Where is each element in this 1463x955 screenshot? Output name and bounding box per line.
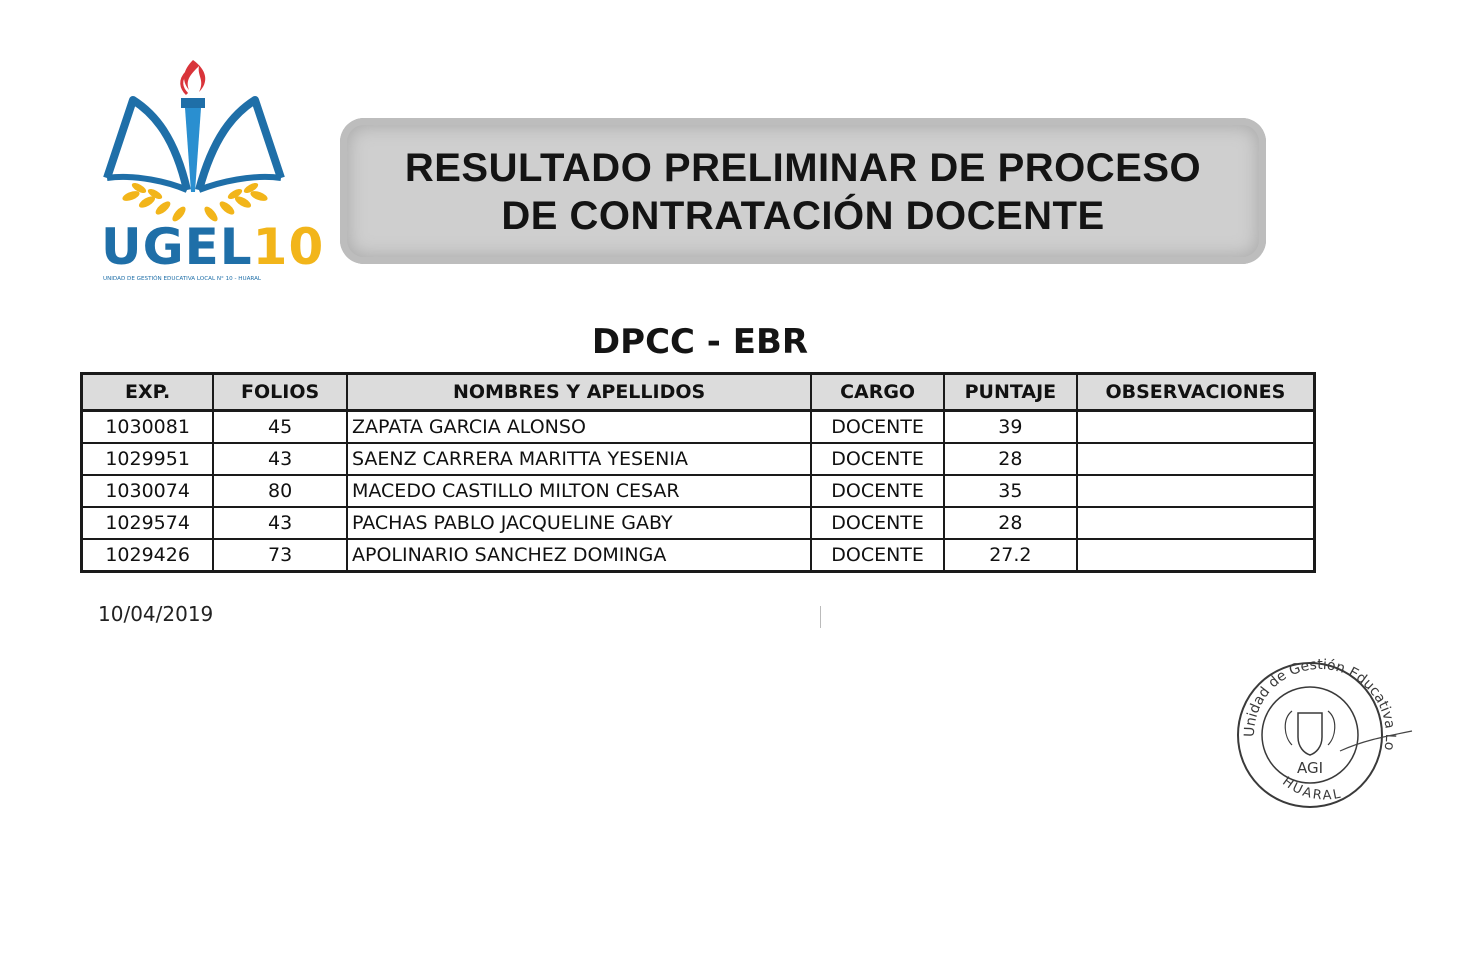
cell-cargo: DOCENTE xyxy=(811,411,944,444)
cell-cargo: DOCENTE xyxy=(811,475,944,507)
cell-puntaje: 28 xyxy=(944,507,1077,539)
scan-mark xyxy=(820,606,821,628)
cell-folios: 43 xyxy=(213,507,347,539)
cell-exp: 1030074 xyxy=(82,475,214,507)
cell-puntaje: 39 xyxy=(944,411,1077,444)
cell-folios: 45 xyxy=(213,411,347,444)
cell-observaciones xyxy=(1077,475,1315,507)
cell-cargo: DOCENTE xyxy=(811,443,944,475)
cell-puntaje: 35 xyxy=(944,475,1077,507)
logo-subtitle: UNIDAD DE GESTIÓN EDUCATIVA LOCAL N° 10 - HUARAL xyxy=(103,276,262,282)
table-row xyxy=(82,443,1315,475)
cell-folios: 43 xyxy=(213,443,347,475)
cell-exp: 1029426 xyxy=(82,539,214,572)
official-seal xyxy=(1232,655,1417,815)
torch-book-icon xyxy=(95,50,295,230)
cell-nombres: ZAPATA GARCIA ALONSO xyxy=(347,411,811,444)
cell-nombres: SAENZ CARRERA MARITTA YESENIA xyxy=(347,443,811,475)
page-title xyxy=(340,144,1266,240)
ugel-logo xyxy=(95,50,325,290)
header-observaciones: OBSERVACIONES xyxy=(1077,374,1315,411)
document-date: 10/04/2019 xyxy=(98,602,214,626)
cell-nombres: PACHAS PABLO JACQUELINE GABY xyxy=(347,507,811,539)
cell-observaciones xyxy=(1077,507,1315,539)
seal-icon xyxy=(1232,655,1417,815)
logo-number: 10 xyxy=(252,218,325,276)
logo-wordmark xyxy=(101,218,325,276)
table-header-row xyxy=(82,374,1315,411)
table-row xyxy=(82,475,1315,507)
table-row xyxy=(82,539,1315,572)
seal-center-text: AGI xyxy=(1296,759,1324,777)
cell-puntaje: 27.2 xyxy=(944,539,1077,572)
cell-exp: 1030081 xyxy=(82,411,214,444)
cell-observaciones xyxy=(1077,443,1315,475)
table-row xyxy=(82,507,1315,539)
cell-cargo: DOCENTE xyxy=(811,539,944,572)
section-subtitle: DPCC - EBR xyxy=(591,322,809,362)
header-cargo: CARGO xyxy=(811,374,944,411)
seal-outer-text: Unidad de Gestión Educativa Lo xyxy=(1241,656,1399,752)
header-folios: FOLIOS xyxy=(213,374,347,411)
title-line-1: RESULTADO PRELIMINAR DE PROCESO xyxy=(404,146,1202,190)
header-exp: EXP. xyxy=(82,374,214,411)
table-row xyxy=(82,411,1315,444)
header-puntaje: PUNTAJE xyxy=(944,374,1077,411)
cell-nombres: MACEDO CASTILLO MILTON CESAR xyxy=(347,475,811,507)
cell-exp: 1029951 xyxy=(82,443,214,475)
svg-text:HUARAL xyxy=(1279,774,1343,803)
cell-cargo: DOCENTE xyxy=(811,507,944,539)
title-line-2: DE CONTRATACIÓN DOCENTE xyxy=(501,194,1105,238)
header-nombres: NOMBRES Y APELLIDOS xyxy=(347,374,811,411)
cell-observaciones xyxy=(1077,539,1315,572)
logo-ugel: UGEL xyxy=(101,218,253,276)
cell-nombres: APOLINARIO SANCHEZ DOMINGA xyxy=(347,539,811,572)
cell-puntaje: 28 xyxy=(944,443,1077,475)
cell-exp: 1029574 xyxy=(82,507,214,539)
cell-folios: 80 xyxy=(213,475,347,507)
cell-observaciones xyxy=(1077,411,1315,444)
svg-text:Unidad de Gestión Educativa Lo xyxy=(1232,655,1398,752)
results-table xyxy=(80,372,1316,573)
seal-bottom-text: HUARAL xyxy=(1279,774,1344,804)
title-banner xyxy=(340,118,1266,264)
cell-folios: 73 xyxy=(213,539,347,572)
